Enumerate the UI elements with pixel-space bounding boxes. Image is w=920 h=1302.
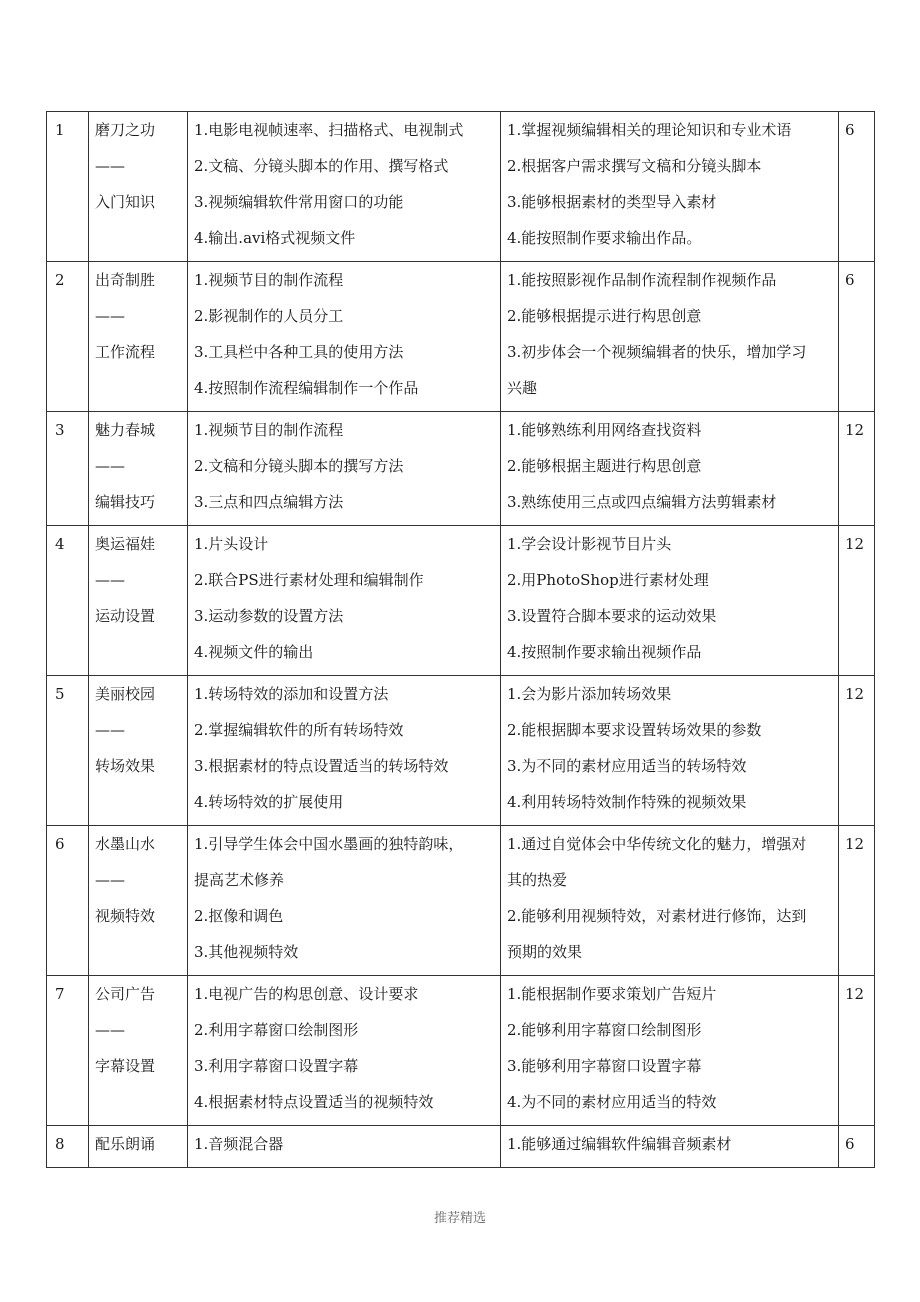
content-cell [188, 676, 501, 826]
goal-line: 2.能根据脚本要求设置转场效果的参数 [507, 721, 762, 739]
goals-cell [501, 1126, 839, 1168]
table-row [47, 676, 875, 826]
topic-line: 编辑技巧 [95, 493, 156, 511]
topic-line: —— [95, 571, 125, 589]
row-number [47, 676, 89, 826]
content-line: 1.转场特效的添加和设置方法 [194, 685, 389, 703]
goal-line: 4.利用转场特效制作特殊的视频效果 [507, 793, 747, 811]
topic-cell [89, 1126, 188, 1168]
hours-cell [839, 676, 875, 826]
content-line: 4.按照制作流程编辑制作一个作品 [194, 379, 419, 397]
table-row [47, 526, 875, 676]
goal-line: 2.用PhotoShop进行素材处理 [507, 571, 709, 589]
topic-line: —— [95, 871, 125, 889]
table-row [47, 1126, 875, 1168]
topic-line: —— [95, 157, 125, 175]
row-number-text: 7 [55, 985, 65, 1003]
content-line: 2.联合PS进行素材处理和编辑制作 [194, 571, 424, 589]
goal-line: 2.根据客户需求撰写文稿和分镜头脚本 [507, 157, 762, 175]
goal-line: 1.能够通过编辑软件编辑音频素材 [507, 1135, 732, 1153]
topic-line: 入门知识 [95, 193, 156, 211]
content-line: 1.视频节目的制作流程 [194, 271, 344, 289]
topic-line: —— [95, 1021, 125, 1039]
topic-line: —— [95, 457, 125, 475]
topic-line: 配乐朗诵 [95, 1135, 156, 1153]
goal-line: 3.设置符合脚本要求的运动效果 [507, 607, 717, 625]
content-line: 3.工具栏中各种工具的使用方法 [194, 343, 404, 361]
content-cell [188, 526, 501, 676]
table-body [47, 112, 875, 1168]
topic-line: 公司广告 [95, 985, 156, 1003]
hours-cell [839, 412, 875, 526]
content-cell [188, 112, 501, 262]
table-row [47, 262, 875, 412]
goal-line: 预期的效果 [507, 943, 583, 961]
topic-line: —— [95, 721, 125, 739]
topic-cell [89, 676, 188, 826]
hours-text: 12 [845, 421, 865, 439]
topic-line: 出奇制胜 [95, 271, 156, 289]
hours-cell [839, 526, 875, 676]
hours-cell [839, 826, 875, 976]
goal-line: 2.能够根据主题进行构思创意 [507, 457, 702, 475]
goal-line: 4.能按照制作要求输出作品。 [507, 229, 702, 247]
content-line: 2.抠像和调色 [194, 907, 284, 925]
content-line: 3.利用字幕窗口设置字幕 [194, 1057, 359, 1075]
content-line: 3.三点和四点编辑方法 [194, 493, 344, 511]
content-line: 1.片头设计 [194, 535, 269, 553]
goals-cell [501, 112, 839, 262]
goal-line: 3.为不同的素材应用适当的转场特效 [507, 757, 747, 775]
topic-cell [89, 262, 188, 412]
goal-line: 4.按照制作要求输出视频作品 [507, 643, 702, 661]
goal-line: 兴趣 [507, 379, 538, 397]
goal-line: 3.熟练使用三点或四点编辑方法剪辑素材 [507, 493, 777, 511]
content-cell [188, 826, 501, 976]
topic-line: 奥运福娃 [95, 535, 156, 553]
goals-cell [501, 976, 839, 1126]
row-number-text: 3 [55, 421, 65, 439]
content-cell [188, 412, 501, 526]
goal-line: 2.能够利用字幕窗口绘制图形 [507, 1021, 702, 1039]
topic-line: 视频特效 [95, 907, 156, 925]
topic-line: 磨刀之功 [95, 121, 156, 139]
content-line: 2.文稿和分镜头脚本的撰写方法 [194, 457, 404, 475]
goal-line: 1.学会设计影视节目片头 [507, 535, 672, 553]
row-number-text: 4 [55, 535, 65, 553]
page-footer: 推荐精选 [433, 1211, 486, 1226]
content-line: 2.掌握编辑软件的所有转场特效 [194, 721, 404, 739]
hours-text: 6 [845, 1135, 855, 1153]
content-line: 1.音频混合器 [194, 1135, 284, 1153]
goal-line: 1.能根据制作要求策划广告短片 [507, 985, 717, 1003]
goal-line: 3.能够利用字幕窗口设置字幕 [507, 1057, 702, 1075]
topic-line: 水墨山水 [95, 835, 156, 853]
content-cell [188, 262, 501, 412]
goals-cell [501, 262, 839, 412]
goal-line: 2.能够根据提示进行构思创意 [507, 307, 702, 325]
topic-line: —— [95, 307, 125, 325]
goals-cell [501, 826, 839, 976]
content-line: 1.引导学生体会中国水墨画的独特韵味， [194, 835, 464, 853]
topic-cell [89, 826, 188, 976]
content-line: 1.电视广告的构思创意、设计要求 [194, 985, 419, 1003]
topic-line: 工作流程 [95, 343, 156, 361]
row-number-text: 5 [55, 685, 65, 703]
hours-cell [839, 976, 875, 1126]
row-number-text: 2 [55, 271, 65, 289]
hours-cell [839, 112, 875, 262]
row-number [47, 412, 89, 526]
row-number-text: 8 [55, 1135, 65, 1153]
content-line: 4.输出.avi格式视频文件 [194, 229, 356, 247]
table-row [47, 826, 875, 976]
hours-text: 12 [845, 685, 865, 703]
goal-line: 2.能够利用视频特效，对素材进行修饰，达到 [507, 907, 807, 925]
topic-line: 字幕设置 [95, 1057, 156, 1075]
goal-line: 1.通过自觉体会中华传统文化的魅力，增强对 [507, 835, 807, 853]
hours-text: 6 [845, 121, 855, 139]
topic-line: 转场效果 [95, 757, 156, 775]
course-table [46, 111, 875, 1168]
topic-line: 运动设置 [95, 607, 156, 625]
hours-cell [839, 262, 875, 412]
topic-cell [89, 112, 188, 262]
goals-cell [501, 676, 839, 826]
topic-cell [89, 412, 188, 526]
content-line: 3.运动参数的设置方法 [194, 607, 344, 625]
table-row [47, 412, 875, 526]
table-row [47, 976, 875, 1126]
content-line: 1.电影电视帧速率、扫描格式、电视制式 [194, 121, 464, 139]
topic-line: 美丽校园 [95, 685, 156, 703]
content-line: 1.视频节目的制作流程 [194, 421, 344, 439]
row-number [47, 262, 89, 412]
content-line: 4.根据素材特点设置适当的视频特效 [194, 1093, 434, 1111]
row-number [47, 112, 89, 262]
table-row [47, 112, 875, 262]
hours-text: 6 [845, 271, 855, 289]
goal-line: 1.会为影片添加转场效果 [507, 685, 672, 703]
row-number [47, 526, 89, 676]
content-line: 3.其他视频特效 [194, 943, 299, 961]
hours-text: 12 [845, 985, 865, 1003]
topic-cell [89, 976, 188, 1126]
row-number [47, 976, 89, 1126]
goals-cell [501, 412, 839, 526]
row-number [47, 826, 89, 976]
topic-line: 魅力春城 [95, 421, 156, 439]
hours-text: 12 [845, 835, 865, 853]
content-line: 2.文稿、分镜头脚本的作用、撰写格式 [194, 157, 449, 175]
goal-line: 4.为不同的素材应用适当的特效 [507, 1093, 717, 1111]
content-line: 提高艺术修养 [194, 871, 285, 889]
hours-cell [839, 1126, 875, 1168]
content-line: 3.根据素材的特点设置适当的转场特效 [194, 757, 449, 775]
content-line: 4.转场特效的扩展使用 [194, 793, 344, 811]
goal-line: 1.能够熟练利用网络查找资料 [507, 421, 702, 439]
content-line: 4.视频文件的输出 [194, 643, 314, 661]
topic-cell [89, 526, 188, 676]
row-number-text: 6 [55, 835, 65, 853]
goal-line: 3.能够根据素材的类型导入素材 [507, 193, 717, 211]
content-line: 3.视频编辑软件常用窗口的功能 [194, 193, 404, 211]
content-line: 2.影视制作的人员分工 [194, 307, 344, 325]
goals-cell [501, 526, 839, 676]
content-line: 2.利用字幕窗口绘制图形 [194, 1021, 359, 1039]
content-cell [188, 1126, 501, 1168]
content-cell [188, 976, 501, 1126]
row-number-text: 1 [55, 121, 65, 139]
goal-line: 其的热爱 [507, 871, 568, 889]
row-number [47, 1126, 89, 1168]
goal-line: 3.初步体会一个视频编辑者的快乐，增加学习 [507, 343, 807, 361]
goal-line: 1.能按照影视作品制作流程制作视频作品 [507, 271, 777, 289]
goal-line: 1.掌握视频编辑相关的理论知识和专业术语 [507, 121, 792, 139]
hours-text: 12 [845, 535, 865, 553]
